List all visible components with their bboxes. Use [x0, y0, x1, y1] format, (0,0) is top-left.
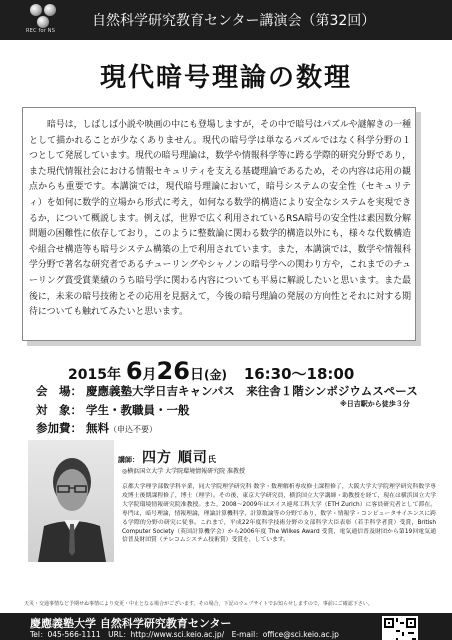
fee-note: （申込不要） [109, 425, 157, 434]
target-label: 対 象： [36, 403, 82, 417]
disclaimer-note: 天災・交通事情など予期せぬ事情により変更・中止となる場合がございます。その場合，下記のウェブサイトでお知らせしますので，事前にご確認下さい。 [24, 601, 373, 607]
page-title: 現代暗号理論の数理 [99, 63, 352, 93]
organizer-name: 慶應義塾大学 自然科学研究教育センター [30, 617, 232, 630]
contact-info: Tel：045-566-1111 URL：http://www.sci.keio.ac.jp/ E-mail：office@sci.keio.ac.jp [30, 630, 339, 639]
date-month-unit: 月 [142, 367, 157, 383]
abstract-box [22, 107, 416, 341]
venue-line [36, 383, 418, 399]
target-value: 学生・教職員・一般 [86, 403, 190, 417]
lecturer-photo [28, 440, 114, 562]
event-date [68, 357, 354, 385]
date-year-unit: 年 [106, 367, 121, 383]
logo-text: REC for NS [26, 28, 56, 34]
lecture-series: 自然科学研究教育センター講演会（第32回） [92, 13, 376, 29]
lecturer-heading [118, 447, 216, 467]
abstract-text: 暗号は，しばしば小説や映画の中にも登場しますが，その中で暗号はパズルや謎解きの一種として描かれることが少なくありません。現代の暗号学は単なるパズルではなく科学分野の１つとして発展しています。現代の暗号理論は，数学や情報科学等に跨る学際的研究分野であり，また現代情報社会における情報セキュリティを支える基礎理論であるため，その内容は応用の観点からも重要です。本講演では，現代暗号理論において，暗号システムの安全性（セキュリティ）を如何に数学的立場から形式に考え，如何なる数学的構造により安全なシステムを実現できるか，について概説します。例えば，世界で広く利用されているRSA暗号の安全性は素因数分解問題の困難性に依存しており，このように整数論に関わる数学的構造以外にも，様々な代数構造や組合せ構造等も暗号システム構築の上で利用されています。また，本講演では，数学や情報科学分野で著名な研究者であるチューリングやシャノンの暗号学への関わり方や，これまでのチューリング賞受賞業績のうち暗号学に関わる内容についても平易に解説したいと思います。また最後に，未来の暗号技術とその応用を見据えて，今後の暗号理論の発展の方向性とそれに対する期待についても触れてみたいと思います。 [29, 120, 411, 318]
date-weekday: (金) [203, 368, 227, 382]
rec-logo [24, 2, 72, 38]
lecturer-bio: 京都大学理学部数学科卒業，同大学院理学研究科 数学・数理解析専攻修士課程修了，大阪大学大学院理学研究科数学専攻博士後期課程修了，博士（理学）。その後，東京大学研究員，横浜国立大学講師・助教授を経て，現在は横浜国立大学大学院環境情報研究院准教授。また，2008～2009年はスイス連邦工科大学（ETH Zurich）に客員研究者として滞在。専門は，暗号理論，情報理論，理論計算機科学，計算数論等の分野であり，数学・情報学・コンピュータサイエンスに跨る学際的分野の研究に従事。これまで，平成22年度科学技術分野の文部科学大臣表彰（若手科学者賞）受賞，British Computer Society（英国計算機学会）から2006年度 The Wilkes Award 受賞，電気通信普及財団から第19回電気通信普及財団賞（テレコムシステム技術賞）受賞を，しています。 [122, 484, 436, 544]
lecturer-affiliation: ◎横浜国立大学 大学院環境情報研究院 准教授 [122, 468, 246, 475]
access-note: ※日吉駅から徒歩３分 [340, 400, 410, 408]
date-month: 6 [125, 357, 143, 385]
date-day-unit: 日 [189, 367, 204, 383]
logo-sphere-icon [37, 16, 49, 28]
lecturer-honorific: 氏 [207, 455, 216, 464]
target-line [36, 402, 190, 418]
date-day: 26 [156, 357, 190, 385]
venue-value: 慶應義塾大学日吉キャンパス 来往舎１階シンポジウムスペース [86, 384, 418, 398]
venue-label: 会 場： [36, 384, 82, 398]
fee-label: 参加費： [36, 421, 82, 435]
lecturer-name: 四方 順司 [142, 450, 208, 466]
event-time: 16:30～18:00 [243, 365, 355, 383]
qr-code-icon [382, 616, 418, 640]
logo-sphere-icon [30, 4, 42, 16]
fee-value: 無料 [86, 421, 109, 435]
date-year: 2015 [68, 367, 107, 383]
logo-sphere-icon [44, 4, 56, 16]
header-band [0, 0, 452, 40]
lecturer-label: 講師： [118, 456, 139, 464]
fee-line [36, 420, 157, 436]
